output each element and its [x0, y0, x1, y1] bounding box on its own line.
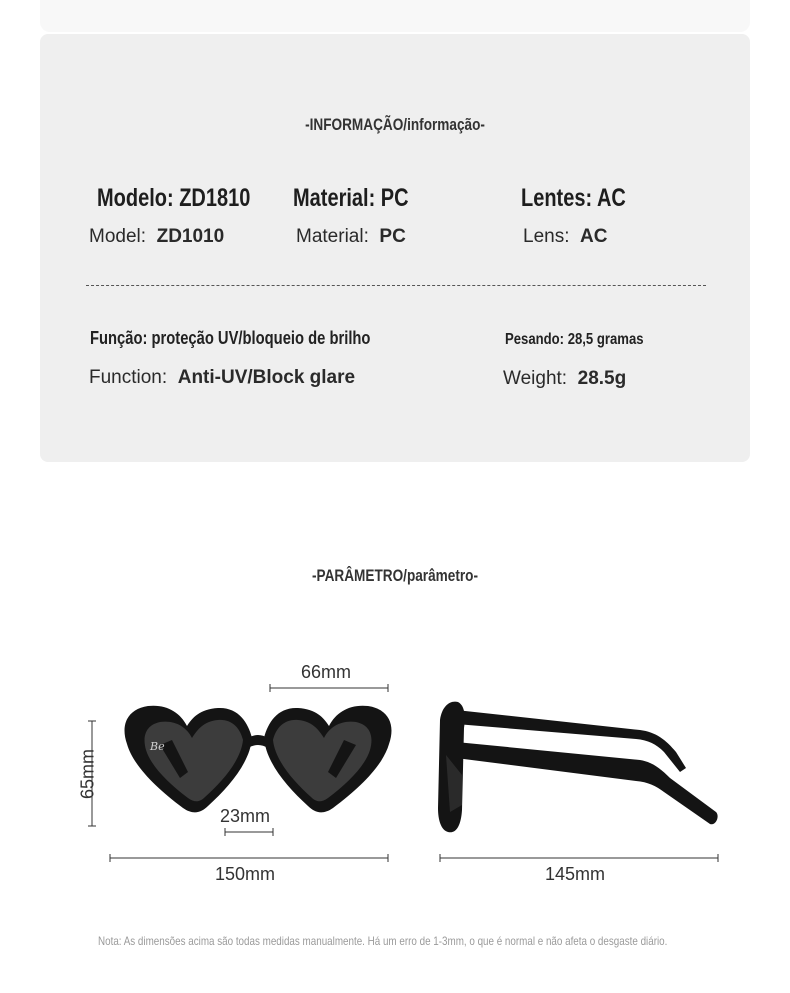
weight-pt: Pesando: 28,5 gramas	[505, 331, 644, 348]
model-en-value: ZD1010	[156, 226, 225, 247]
params-section-title: -PARÂMETRO/parâmetro-	[312, 566, 478, 585]
lens-width-label: 66mm	[301, 662, 352, 682]
info-section-title: -INFORMAÇÃO/informação-	[305, 115, 485, 134]
lens-en-label: Lens:	[523, 226, 570, 247]
total-width-label: 150mm	[215, 864, 276, 884]
weight-en-label: Weight:	[503, 368, 568, 389]
lens-pt: Lentes: AC	[521, 184, 626, 212]
material-en-value: PC	[379, 226, 406, 247]
material-en-label: Material:	[296, 226, 369, 247]
lens-logo-icon: Be	[150, 740, 165, 753]
side-view-glasses	[438, 702, 718, 833]
front-view-glasses	[125, 706, 392, 813]
lens-height-label: 65mm	[77, 748, 98, 800]
weight-en-value: 28.5g	[577, 368, 627, 389]
function-en-value: Anti-UV/Block glare	[177, 367, 356, 388]
lens-en-value: AC	[580, 226, 608, 247]
model-en-label: Model:	[89, 226, 147, 247]
material-pt: Material: PC	[293, 184, 409, 212]
model-pt: Modelo: ZD1810	[97, 184, 251, 212]
temple-length-label: 145mm	[545, 864, 606, 884]
bridge-label: 23mm	[220, 806, 271, 826]
bridge	[248, 735, 268, 748]
lower-temple	[456, 742, 718, 824]
disclaimer-note: Nota: As dimensões acima são todas medidas manualmente. Há um erro de 1-3mm, o que é normal e não afeta o desgaste diário.	[98, 934, 668, 948]
function-en-label: Function:	[89, 367, 168, 388]
function-pt: Função: proteção UV/bloqueio de brilho	[90, 328, 371, 348]
